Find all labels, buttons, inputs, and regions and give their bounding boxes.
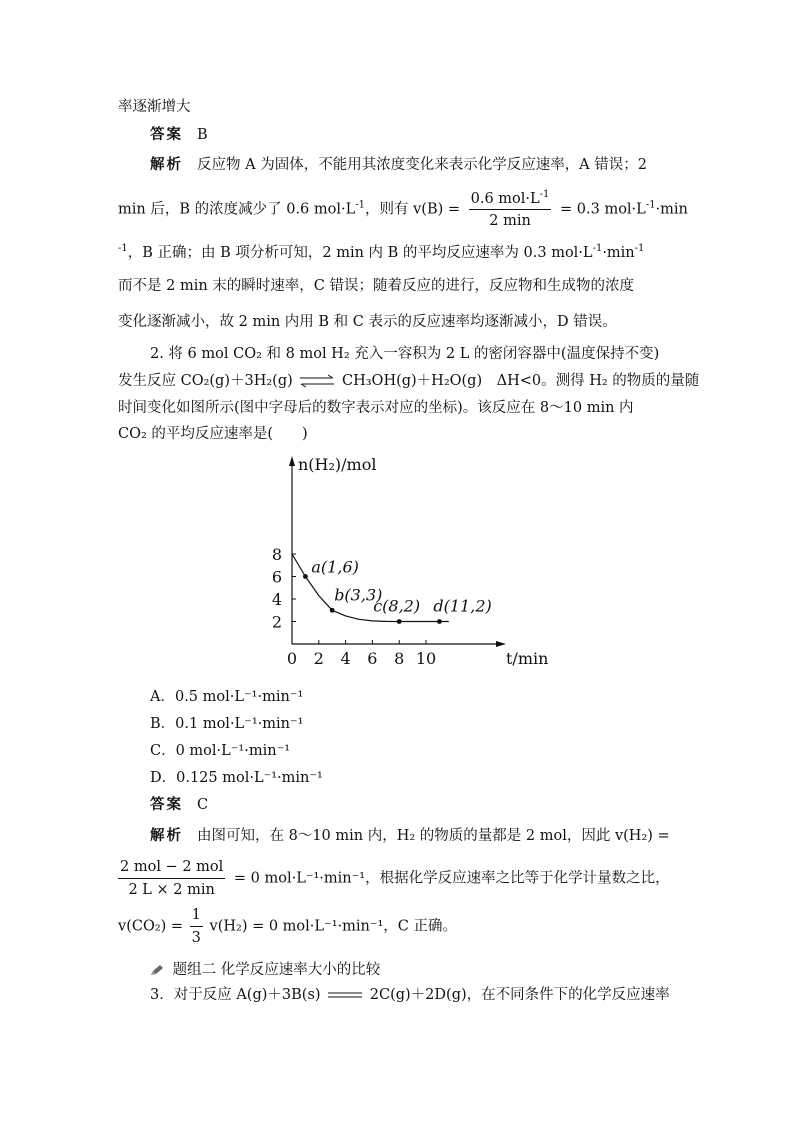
y-axis-arrow xyxy=(289,456,295,466)
answer-value: C xyxy=(197,797,209,813)
x-tick-label: 0 xyxy=(286,649,298,668)
fraction xyxy=(118,860,225,897)
analysis-text: 反应物 A 为固体，不能用其浓度变化来表示化学反应速率，A 错误；2 xyxy=(197,157,647,173)
fraction xyxy=(190,908,203,945)
answer-line xyxy=(150,128,208,143)
data-point xyxy=(330,608,335,613)
h2-amount-chart xyxy=(262,448,564,678)
fraction-numerator: 1 xyxy=(190,908,203,927)
section-title: 题组二 化学反应速率大小的比较 xyxy=(172,962,381,978)
analysis-line xyxy=(150,829,670,844)
analysis-label: 解析 xyxy=(150,157,183,173)
y-tick-label: 2 xyxy=(271,612,282,632)
fraction-denominator: 3 xyxy=(191,929,201,946)
pencil-icon xyxy=(150,964,164,976)
x-tick-label: 2 xyxy=(313,649,324,668)
question-2-line: 时间变化如图所示(图中字母后的数字表示对应的坐标)。该反应在 8～10 min 内 xyxy=(118,400,634,416)
x-tick-label: 6 xyxy=(367,649,378,668)
option-b: B．0.1 mol·L⁻¹·min⁻¹ xyxy=(150,716,304,732)
answer-line xyxy=(150,798,208,813)
text-segment: min 后，B 的浓度减少了 0.6 mol·L xyxy=(118,201,356,218)
question-2-line: 2. 将 6 mol CO₂ 和 8 mol H₂ 充入一容积为 2 L 的密闭容器中(温度保持不变) xyxy=(150,346,660,362)
text-line: $^{-1}$，B 正确；由 B 项分析可知，2 min 内 B 的平均反应速率为 0.3 $mol\cdot L^{-1}\cdot\min^{-1}$ xyxy=(118,243,645,261)
reversible-arrow-icon xyxy=(297,374,337,388)
y-axis-label: n(H₂)/mol xyxy=(298,455,377,474)
question-3-line: 3．对于反应 A(g)＋3B(s) 2C(g)＋2D(g)，在不同条件下的化学反应速率 xyxy=(150,987,670,1003)
text-line: 率逐渐增大 xyxy=(118,99,191,115)
y-tick-label: 8 xyxy=(271,545,282,564)
superscript: -1 xyxy=(355,199,365,211)
fraction xyxy=(469,190,552,229)
option-a: A．0.5 mol·L⁻¹·min⁻¹ xyxy=(150,689,304,705)
superscript: -1 xyxy=(118,243,128,254)
text-segment: ，则有 v(B) = xyxy=(364,201,461,218)
answer-label: 答案 xyxy=(150,797,183,813)
analysis-formula-line xyxy=(118,860,670,897)
data-point-label: a(1,6) xyxy=(311,557,359,577)
option-d: D．0.125 mol·L⁻¹·min⁻¹ xyxy=(150,770,323,786)
option-c: C．0 mol·L⁻¹·min⁻¹ xyxy=(150,743,291,759)
x-tick-label: 4 xyxy=(340,649,351,668)
data-point-label: c(8,2) xyxy=(373,596,421,616)
analysis-formula-line: v(CO₂) = $\frac{1}{3}$ v(H₂) = 0 mol·L⁻¹·min⁻¹，C 正确。 xyxy=(118,907,458,946)
data-point-label: d(11,2) xyxy=(433,596,492,616)
fraction-denominator: 2 min xyxy=(489,213,531,230)
text-line: 变化逐渐减小，故 2 min 内用 B 和 C 表示的反应速率均逐渐减小，D 错误。 xyxy=(118,314,617,330)
text-line: 而不是 2 min 末的瞬时速率，C 错误；随着反应的进行，反应物和生成物的浓度 xyxy=(118,278,634,294)
data-point xyxy=(303,574,308,579)
analysis-label: 解析 xyxy=(150,828,183,844)
question-2-line: 发生反应 CO₂(g)＋3H₂(g) CH₃OH(g)＋H₂O(g) ΔH<0。测得 H₂ 的物质的量随 xyxy=(118,373,700,389)
analysis-line xyxy=(150,158,647,173)
y-tick-label: 6 xyxy=(271,567,282,587)
x-tick-label: 10 xyxy=(415,649,437,668)
data-point xyxy=(437,619,442,624)
superscript: -1 xyxy=(645,199,656,211)
fraction-denominator: 2 L × 2 min xyxy=(128,881,215,898)
section-heading xyxy=(150,958,380,979)
x-axis-label: t/min xyxy=(506,649,549,668)
answer-label: 答案 xyxy=(150,127,183,143)
question-2-line: CO₂ 的平均反应速率是( ) xyxy=(118,426,308,442)
chart-points xyxy=(303,558,492,624)
x-tick-label: 8 xyxy=(394,649,405,668)
x-axis-arrow xyxy=(496,641,506,647)
fraction-numerator: 0.6 $mol\cdot L^{-1}$ xyxy=(469,190,552,210)
text-segment: = 0 mol·L⁻¹·min⁻¹，根据化学反应速率之比等于化学计量数之比， xyxy=(233,870,670,887)
y-tick-label: 4 xyxy=(271,590,282,609)
data-point xyxy=(397,619,402,624)
text-segment: = 0.3 mol·L xyxy=(560,201,646,218)
equals-arrow-icon xyxy=(325,990,365,1000)
answer-value: B xyxy=(197,127,208,143)
data-point-label: b(3,3) xyxy=(334,585,383,605)
fraction-numerator: 2 mol − 2 mol xyxy=(118,860,225,879)
analysis-formula-line xyxy=(118,190,688,229)
text-segment: ·min xyxy=(655,201,688,218)
analysis-text: 由图可知，在 8～10 min 内，H₂ 的物质的量都是 2 mol，因此 v(H₂) = xyxy=(197,828,670,844)
